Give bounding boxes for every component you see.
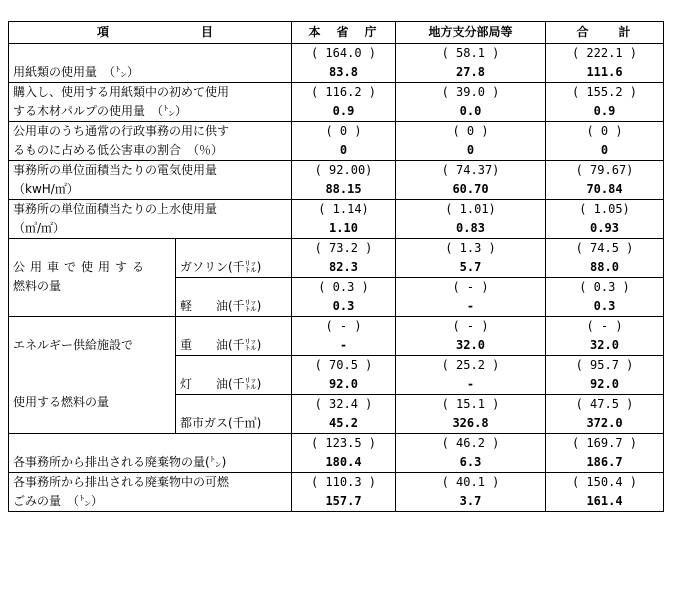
prev-value: ( 40.1 ) <box>441 475 500 489</box>
prev-value: ( 39.0 ) <box>441 85 500 99</box>
value: 5.7 <box>459 260 482 274</box>
table-row <box>9 83 664 122</box>
prev-value: ( 95.7 ) <box>575 358 634 372</box>
total-cell <box>546 122 664 161</box>
value: 3.7 <box>459 494 482 508</box>
branch-cell <box>396 83 546 122</box>
row-label-line1: 事務所の単位面積当たりの上水使用量 <box>13 202 218 216</box>
value: - <box>466 377 475 391</box>
value: - <box>466 299 475 313</box>
row-label-line1: 事務所の単位面積当たりの電気使用量 <box>13 163 218 177</box>
table-row <box>9 317 664 356</box>
table-row <box>9 161 664 200</box>
branch-cell <box>396 434 546 473</box>
row-label <box>9 473 292 512</box>
row-label <box>9 83 292 122</box>
row-label-line1: 公用車のうち通常の行政事務の用に供す <box>13 124 230 138</box>
total-cell <box>546 200 664 239</box>
row-label-line2: 各事務所から排出される廃棄物の量(㌧) <box>13 455 227 469</box>
row-label-line2: ごみの量 （㌧） <box>13 494 104 508</box>
fuel-name: ガソリン(千㍑) <box>180 260 262 274</box>
table-row <box>9 239 664 278</box>
table-row <box>9 434 664 473</box>
prev-value: ( 0 ) <box>325 124 362 138</box>
value: 180.4 <box>325 455 362 469</box>
hq-cell <box>292 317 396 356</box>
prev-value: ( 0.3 ) <box>318 280 369 294</box>
hq-cell <box>292 44 396 83</box>
value: 0 <box>466 143 475 157</box>
header-branch: 地方支分部局等 <box>396 22 546 44</box>
value: 157.7 <box>325 494 362 508</box>
value: 326.8 <box>452 416 489 430</box>
prev-value: ( 123.5 ) <box>310 436 377 450</box>
value: 0.9 <box>593 104 616 118</box>
prev-value: ( 1.01) <box>445 202 496 216</box>
prev-value: ( 70.5 ) <box>314 358 373 372</box>
branch-cell <box>396 200 546 239</box>
total-cell <box>546 395 664 434</box>
value: 0.0 <box>459 104 482 118</box>
group-label-line1: 公用車で使用する <box>13 260 150 274</box>
branch-cell <box>396 239 546 278</box>
header-item-a: 項 <box>97 25 112 39</box>
branch-cell <box>396 278 546 317</box>
total-cell <box>546 473 664 512</box>
prev-value: ( 58.1 ) <box>441 46 500 60</box>
row-label <box>9 122 292 161</box>
hq-cell <box>292 434 396 473</box>
prev-value: ( 0.3 ) <box>579 280 630 294</box>
prev-value: ( 25.2 ) <box>441 358 500 372</box>
prev-value: ( 47.5 ) <box>575 397 634 411</box>
value: 32.0 <box>456 338 485 352</box>
branch-cell <box>396 161 546 200</box>
header-item-b: 目 <box>201 25 216 39</box>
prev-value: ( 92.00) <box>314 163 373 177</box>
prev-value: ( 79.67) <box>575 163 634 177</box>
value: 0 <box>339 143 348 157</box>
branch-cell <box>396 395 546 434</box>
prev-value: ( 74.5 ) <box>575 241 634 255</box>
fuel-name-cell <box>176 395 292 434</box>
total-cell <box>546 434 664 473</box>
fuel-name: 都市ガス(千㎥) <box>180 416 262 430</box>
prev-value: ( 0 ) <box>586 124 623 138</box>
prev-value: ( 46.2 ) <box>441 436 500 450</box>
fuel-name: 軽 油(千㍑) <box>180 299 262 313</box>
hq-cell <box>292 473 396 512</box>
prev-value: ( - ) <box>452 280 489 294</box>
total-cell <box>546 44 664 83</box>
row-label <box>9 44 292 83</box>
total-cell <box>546 317 664 356</box>
value: - <box>339 338 348 352</box>
fuel-name-cell <box>176 239 292 278</box>
row-label-line2: する木材パルプの使用量 （㌧） <box>13 104 188 118</box>
value: 70.84 <box>586 182 623 196</box>
header-hq: 本 省 庁 <box>292 22 396 44</box>
value: 186.7 <box>586 455 623 469</box>
hq-cell <box>292 200 396 239</box>
row-label-line1 <box>13 44 291 63</box>
prev-value: ( 74.37) <box>441 163 500 177</box>
hq-cell <box>292 122 396 161</box>
hq-cell <box>292 395 396 434</box>
hq-cell <box>292 83 396 122</box>
fuel-name-cell <box>176 317 292 356</box>
table-row <box>9 122 664 161</box>
group-label-line2: 使用する燃料の量 <box>13 395 110 409</box>
hq-cell <box>292 356 396 395</box>
value: 88.15 <box>325 182 362 196</box>
group-label-line2: 燃料の量 <box>13 279 62 293</box>
prev-value: ( 222.1 ) <box>571 46 638 60</box>
prev-value: ( 0 ) <box>452 124 489 138</box>
value: 0.9 <box>332 104 355 118</box>
branch-cell <box>396 356 546 395</box>
hq-cell <box>292 161 396 200</box>
hq-cell <box>292 278 396 317</box>
row-label-line2: （kwH/㎡） <box>13 182 79 196</box>
value: 88.0 <box>590 260 619 274</box>
value: 1.10 <box>329 221 358 235</box>
prev-value: ( 73.2 ) <box>314 241 373 255</box>
table-row <box>9 473 664 512</box>
fuel-name: 灯 油(千㍑) <box>180 377 262 391</box>
total-cell <box>546 356 664 395</box>
total-cell <box>546 278 664 317</box>
branch-cell <box>396 44 546 83</box>
value: 27.8 <box>456 65 485 79</box>
value: 45.2 <box>329 416 358 430</box>
prev-value: ( 150.4 ) <box>571 475 638 489</box>
value: 0.3 <box>593 299 616 313</box>
value: 6.3 <box>459 455 482 469</box>
prev-value: ( 155.2 ) <box>571 85 638 99</box>
value: 372.0 <box>586 416 623 430</box>
prev-value: ( 116.2 ) <box>310 85 377 99</box>
row-label-line2: るものに占める低公害車の割合 （％） <box>13 143 224 157</box>
prev-value: ( - ) <box>586 319 623 333</box>
value: 161.4 <box>586 494 623 508</box>
prev-value: ( 110.3 ) <box>310 475 377 489</box>
header-item <box>9 22 292 44</box>
prev-value: ( 169.7 ) <box>571 436 638 450</box>
value: 92.0 <box>590 377 619 391</box>
value: 60.70 <box>452 182 489 196</box>
row-label-line1: 各事務所から排出される廃棄物中の可燃 <box>13 475 230 489</box>
hq-cell <box>292 239 396 278</box>
value: 0.3 <box>332 299 355 313</box>
row-label-line1: 購入し、使用する用紙類中の初めて使用 <box>13 85 230 99</box>
row-label-line2: （㎥/㎡） <box>13 221 66 235</box>
branch-cell <box>396 473 546 512</box>
value: 32.0 <box>590 338 619 352</box>
value: 0.83 <box>456 221 485 235</box>
prev-value: ( 1.14) <box>318 202 369 216</box>
total-cell <box>546 239 664 278</box>
prev-value: ( 32.4 ) <box>314 397 373 411</box>
header-total: 合 計 <box>546 22 664 44</box>
prev-value: ( 1.05) <box>579 202 630 216</box>
row-label-line2: 用紙類の使用量 （㌧） <box>13 65 140 79</box>
environment-stats-table <box>8 21 664 512</box>
total-cell <box>546 83 664 122</box>
value: 0.93 <box>590 221 619 235</box>
prev-value: ( 15.1 ) <box>441 397 500 411</box>
value: 111.6 <box>586 65 623 79</box>
fuel-name-cell <box>176 278 292 317</box>
row-label <box>9 161 292 200</box>
prev-value: ( 164.0 ) <box>310 46 377 60</box>
prev-value: ( 1.3 ) <box>445 241 496 255</box>
vehicle-group-label <box>9 239 176 317</box>
header-row <box>9 22 664 44</box>
branch-cell <box>396 122 546 161</box>
value: 82.3 <box>329 260 358 274</box>
value: 92.0 <box>329 377 358 391</box>
value: 0 <box>600 143 609 157</box>
row-label <box>9 200 292 239</box>
branch-cell <box>396 317 546 356</box>
row-label-line1 <box>13 434 291 453</box>
prev-value: ( - ) <box>325 319 362 333</box>
fuel-name: 重 油(千㍑) <box>180 338 262 352</box>
total-cell <box>546 161 664 200</box>
table-row <box>9 200 664 239</box>
fuel-name-cell <box>176 356 292 395</box>
value: 83.8 <box>329 65 358 79</box>
row-label <box>9 434 292 473</box>
group-label-line1: エネルギー供給施設で <box>13 338 134 352</box>
energy-group-label <box>9 317 176 434</box>
prev-value: ( - ) <box>452 319 489 333</box>
table-row <box>9 44 664 83</box>
